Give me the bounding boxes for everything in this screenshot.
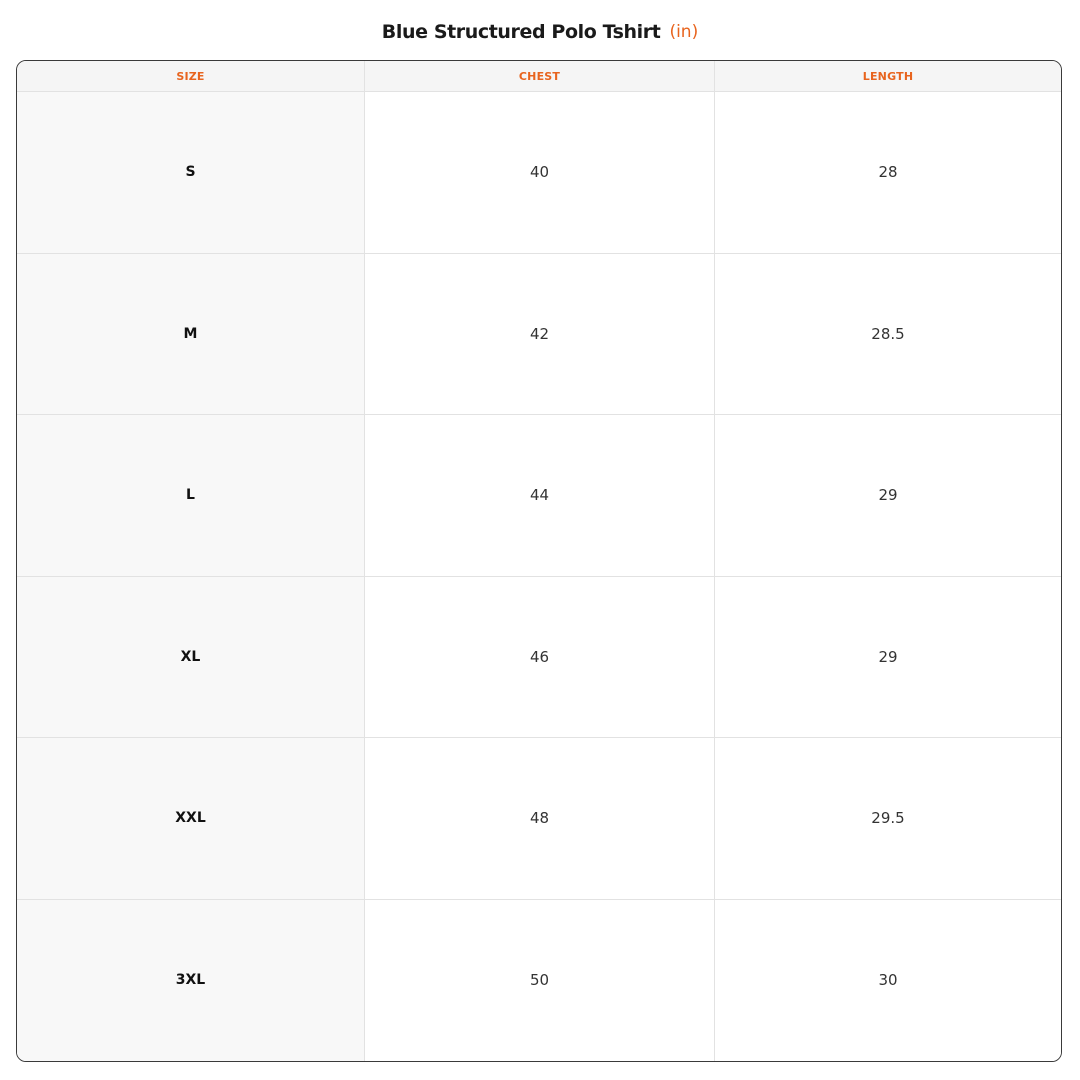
chest-cell: 42 (365, 254, 715, 416)
chest-cell: 44 (365, 415, 715, 577)
size-cell: 3XL (17, 900, 365, 1062)
column-header-length: LENGTH (715, 61, 1061, 92)
column-header-chest: CHEST (365, 61, 715, 92)
chest-cell: 40 (365, 92, 715, 254)
length-cell: 28 (715, 92, 1061, 254)
size-table (16, 60, 1062, 1062)
unit-label: (in) (669, 22, 699, 42)
size-cell: XL (17, 577, 365, 739)
length-cell: 29.5 (715, 738, 1061, 900)
title-row (0, 14, 1080, 50)
size-cell: S (17, 92, 365, 254)
size-table-grid (17, 61, 1061, 1061)
chest-cell: 50 (365, 900, 715, 1062)
length-cell: 29 (715, 415, 1061, 577)
column-header-size: SIZE (17, 61, 365, 92)
chest-cell: 46 (365, 577, 715, 739)
length-cell: 29 (715, 577, 1061, 739)
length-cell: 30 (715, 900, 1061, 1062)
chest-cell: 48 (365, 738, 715, 900)
size-cell: M (17, 254, 365, 416)
page-title: Blue Structured Polo Tshirt (381, 21, 661, 43)
length-cell: 28.5 (715, 254, 1061, 416)
size-cell: XXL (17, 738, 365, 900)
size-cell: L (17, 415, 365, 577)
